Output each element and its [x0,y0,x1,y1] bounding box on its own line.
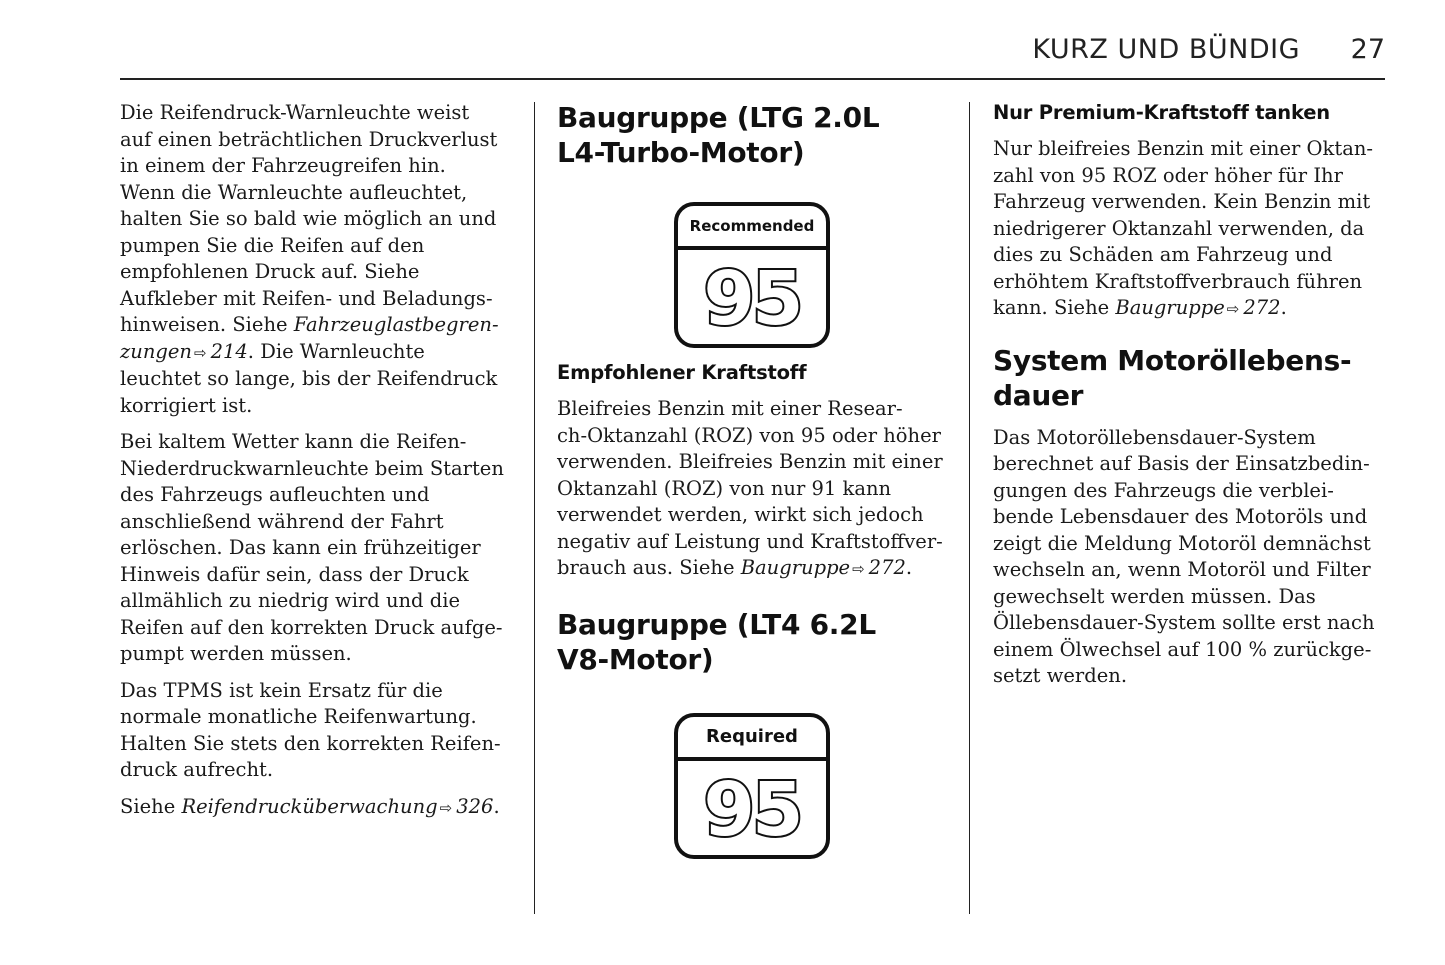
text-line: Die Reifendruck-Warnleuchte weist [120,101,470,124]
section-heading-oil-life [993,343,1383,413]
text-fragment: . [493,794,500,818]
cross-ref-link[interactable]: Baugruppe [1115,296,1225,319]
ref-arrow-icon: ⇨ [852,560,865,578]
text-line: halten Sie so bald wie möglich an und [120,207,497,230]
text-fragment: kann. Siehe [993,296,1116,319]
text-line: niedrigerer Oktanzahl verwenden, da [993,216,1365,240]
ref-arrow-icon: ⇨ [1226,300,1240,318]
text-line: wechseln an, wenn Motoröl und Filter [993,558,1371,581]
fuel-label-caption: Recommended [678,206,826,250]
heading-line: Baugruppe (LT4 6.2L [557,607,876,641]
text-line: zahl von 95 ROZ oder höher für Ihr [993,163,1343,187]
text-line: ch-Oktanzahl (ROZ) von 95 oder höher [557,423,941,447]
text-line [120,312,510,339]
fuel-label-octane [678,250,826,348]
text-line: Bleifreies Benzin mit einer Resear- [557,397,903,420]
text-line: erlöschen. Das kann ein frühzeitiger [120,536,481,559]
cross-ref-link[interactable]: Reifendrucküberwachung [181,794,438,818]
text-line: berechnet auf Basis der Einsatzbedin- [993,452,1370,475]
column-3 [993,100,1383,700]
text-fragment: Siehe [120,794,182,818]
header-title: KURZ UND BÜNDIG [1032,34,1300,65]
text-line: dies zu Schäden am Fahrzeug und [993,243,1333,266]
ref-arrow-icon: ⇨ [193,343,207,362]
text-line: erhöhtem Kraftstoffverbrauch führen [993,269,1363,293]
text-line: einem Ölwechsel auf 100 % zurückge- [993,637,1372,661]
text-fragment: brauch aus. Siehe [557,556,741,579]
fuel-label-recommended [674,202,830,348]
text-line: negativ auf Leistung und Kraftstoffver- [557,529,943,553]
column-divider-2 [969,102,970,914]
text-line: Das TPMS ist kein Ersatz für die [120,678,443,702]
text-line: auf einen beträchtlichen Druckverlust [120,127,498,151]
paragraph-tpms [120,678,510,784]
heading-line: Baugruppe (LTG 2.0L [557,101,880,134]
paragraph-warning-light [120,100,510,419]
text-line: Reifen auf den korrekten Druck aufge- [120,615,503,639]
text-fragment: . Die Warnleuchte [247,339,425,363]
header-rule [120,78,1385,80]
text-line: des Fahrzeugs aufleuchten und [120,483,430,506]
text-line: Das Motoröllebensdauer-System [993,425,1316,449]
text-line: korrigiert ist. [120,393,253,417]
text-line: pumpen Sie die Reifen auf den [120,233,425,257]
text-line [557,555,952,583]
text-fragment: . [1280,296,1287,319]
text-line: gungen des Fahrzeugs die verblei- [993,478,1334,502]
text-line: Hinweis dafür sein, dass der Druck [120,562,469,586]
text-line: gewechselt werden müssen. Das [993,584,1316,608]
text-line [120,794,510,822]
paragraph-cold-weather [120,429,510,668]
subheading-premium-fuel: Nur Premium-Kraftstoff tanken [993,101,1330,124]
heading-line: System Motoröllebens- [993,343,1352,377]
text-line: leuchtet so lange, bis der Reifendruck [120,367,498,390]
text-line: anschließend während der Fahrt [120,509,444,533]
text-line: Nur bleifreies Benzin mit einer Oktan- [993,137,1373,160]
ref-page-number[interactable]: 272 [868,556,906,579]
text-line: Oktanzahl (ROZ) von nur 91 kann [557,476,892,500]
paragraph-recommended-fuel [557,396,952,583]
column-1 [120,100,510,831]
text-line: Fahrzeug verwenden. Kein Benzin mit [993,190,1371,213]
text-line: zeigt die Meldung Motoröl demnächst [993,531,1371,555]
text-line: bende Lebensdauer des Motoröls und [993,505,1368,528]
ref-arrow-icon: ⇨ [439,798,453,817]
text-line: Aufkleber mit Reifen- und Beladungs- [120,286,493,310]
text-line: setzt werden. [993,664,1128,687]
ref-page-number[interactable]: 326 [456,794,494,818]
text-line: normale monatliche Reifenwartung. [120,705,477,728]
fuel-label-octane [678,761,826,859]
text-line: empfohlenen Druck auf. Siehe [120,260,420,283]
paragraph-see-also [120,794,510,822]
cross-ref-link[interactable]: Baugruppe [740,556,851,579]
text-line: Wenn die Warnleuchte aufleuchtet, [120,180,468,204]
heading-line: V8-Motor) [557,642,714,676]
paragraph-premium-fuel [993,136,1383,323]
text-fragment: hinweisen. Siehe [120,313,294,336]
text-line: verwendet werden, wirkt sich jedoch [557,503,924,526]
ref-page-number[interactable]: 214 [210,339,248,363]
text-line: in einem der Fahrzeugreifen hin. [120,154,446,177]
paragraph-oil-life [993,425,1383,690]
octane-number: 95 [703,766,801,853]
text-line: Halten Sie stets den korrekten Reifen- [120,731,501,755]
page-number: 27 [1350,34,1385,65]
text-fragment: . [905,556,913,579]
section-heading-ltg [557,100,952,170]
text-line: druck aufrecht. [120,758,274,781]
fuel-label-required [674,713,830,859]
text-line: Bei kaltem Wetter kann die Reifen- [120,430,467,453]
ref-page-number[interactable]: 272 [1243,296,1281,319]
column-2 [557,100,952,859]
text-line: pumpt werden müssen. [120,642,352,665]
text-line [993,295,1383,323]
cross-ref-link[interactable]: Fahrzeuglastbegren- [293,313,499,336]
text-line: Öllebensdauer-System sollte erst nach [993,611,1375,634]
octane-number: 95 [703,256,801,342]
heading-line: L4-Turbo-Motor) [557,136,805,169]
section-heading-lt4 [557,607,952,677]
text-line [120,339,510,367]
column-divider-1 [534,102,535,914]
heading-line: dauer [993,378,1084,412]
cross-ref-link[interactable]: zungen [120,339,192,363]
subheading-recommended-fuel: Empfohlener Kraftstoff [557,361,807,384]
fuel-label-caption: Required [678,717,826,761]
text-line: allmählich zu niedrig wird und die [120,589,461,612]
text-line: verwenden. Bleifreies Benzin mit einer [557,450,943,473]
text-line: Niederdruckwarnleuchte beim Starten [120,456,504,480]
